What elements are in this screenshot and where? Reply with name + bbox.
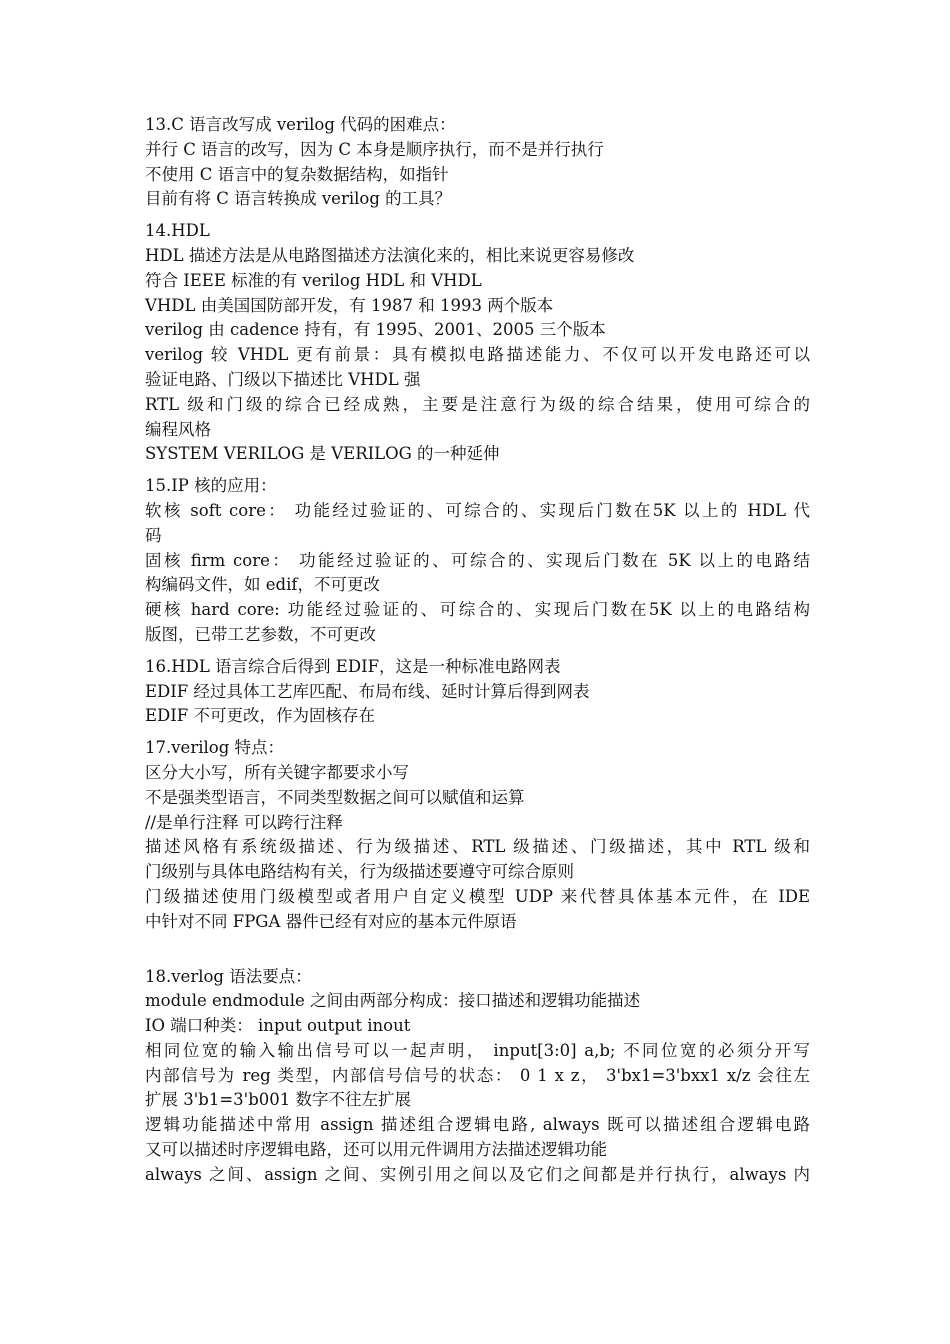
section-18-line: 逻辑功能描述中常用 assign 描述组合逻辑电路, always 既可以描述组合逻辑电路 xyxy=(145,1115,810,1135)
section-14-line: RTL 级和门级的综合已经成熟，主要是注意行为级的综合结果，使用可综合的 xyxy=(145,394,810,414)
section-18-line: IO 端口种类： input output inout xyxy=(145,1016,411,1036)
section-15 xyxy=(145,474,810,648)
section-14-line: VHDL 由美国国防部开发，有 1987 和 1993 两个版本 xyxy=(145,295,554,315)
section-14-line: 验证电路、门级以下描述比 VHDL 强 xyxy=(145,369,421,389)
section-18 xyxy=(145,965,810,1188)
section-15-line: 硬核 hard core: 功能经过验证的、可综合的、实现后门数在5K 以上的电路结构 xyxy=(145,600,810,620)
section-18-line: 相同位宽的输入输出信号可以一起声明， input[3:0] a,b; 不同位宽的必须分开写 xyxy=(145,1040,810,1060)
section-15-line: 固核 firm core： 功能经过验证的、可综合的、实现后门数在 5K 以上的电路结 xyxy=(145,550,810,570)
section-14 xyxy=(145,219,810,467)
section-16-heading: 16.HDL 语言综合后得到 EDIF，这是一种标准电路网表 xyxy=(145,656,561,676)
section-17-line: 中针对不同 FPGA 器件已经有对应的基本元件原语 xyxy=(145,911,517,931)
section-17-line: 门级描述使用门级模型或者用户自定义模型 UDP 来代替具体基本元件，在 IDE xyxy=(145,886,810,906)
document-body xyxy=(145,113,810,1188)
section-18-line: 又可以描述时序逻辑电路，还可以用元件调用方法描述逻辑功能 xyxy=(145,1140,607,1160)
section-17-line: 区分大小写，所有关键字都要求小写 xyxy=(145,762,409,782)
section-15-heading: 15.IP 核的应用： xyxy=(145,476,277,496)
section-16 xyxy=(145,655,810,729)
section-15-line: 构编码文件，如 edif，不可更改 xyxy=(145,575,380,595)
section-14-line: HDL 描述方法是从电路图描述方法演化来的，相比来说更容易修改 xyxy=(145,245,635,265)
section-18-line: always 之间、assign 之间、实例引用之间以及它们之间都是并行执行，always 内 xyxy=(145,1164,810,1184)
section-18-line: 内部信号为 reg 类型，内部信号信号的状态： 0 1 x z， 3'bx1=3'bxx1 x/z 会往左 xyxy=(145,1065,810,1085)
section-14-line: verilog 较 VHDL 更有前景：具有模拟电路描述能力、不仅可以开发电路还可以 xyxy=(145,345,810,365)
section-13-line: 并行 C 语言的改写，因为 C 本身是顺序执行，而不是并行执行 xyxy=(145,139,604,159)
section-14-line: SYSTEM VERILOG 是 VERILOG 的一种延伸 xyxy=(145,444,500,464)
section-14-line: verilog 由 cadence 持有，有 1995、2001、2005 三个版本 xyxy=(145,320,606,340)
section-18-heading: 18.verlog 语法要点： xyxy=(145,966,312,986)
section-13-line: 不使用 C 语言中的复杂数据结构，如指针 xyxy=(145,164,449,184)
section-15-line: 版图，已带工艺参数，不可更改 xyxy=(145,624,376,644)
section-14-line: 符合 IEEE 标准的有 verilog HDL 和 VHDL xyxy=(145,270,482,290)
section-15-line: 码 xyxy=(145,525,162,545)
section-13-line: 目前有将 C 语言转换成 verilog 的工具？ xyxy=(145,189,452,209)
section-14-heading: 14.HDL xyxy=(145,221,210,241)
section-17-line: 门级别与具体电路结构有关，行为级描述要遵守可综合原则 xyxy=(145,862,574,882)
section-17-line: //是单行注释 可以跨行注释 xyxy=(145,812,343,832)
section-13-heading: 13.C 语言改写成 verilog 代码的困难点： xyxy=(145,115,456,134)
section-18-line: module endmodule 之间由两部分构成：接口描述和逻辑功能描述 xyxy=(145,991,641,1011)
section-16-line: EDIF 不可更改，作为固核存在 xyxy=(145,706,375,726)
section-16-line: EDIF 经过具体工艺库匹配、布局布线、延时计算后得到网表 xyxy=(145,681,590,701)
section-18-line: 扩展 3'b1=3'b001 数字不往左扩展 xyxy=(145,1090,411,1110)
section-17-line: 不是强类型语言，不同类型数据之间可以赋值和运算 xyxy=(145,787,525,807)
section-17-line: 描述风格有系统级描述、行为级描述、RTL 级描述、门级描述，其中 RTL 级和 xyxy=(145,837,810,857)
section-17-heading: 17.verilog 特点： xyxy=(145,738,285,758)
section-13 xyxy=(145,113,810,212)
section-17 xyxy=(145,736,810,934)
section-14-line: 编程风格 xyxy=(145,419,211,439)
section-15-line: 软核 soft core： 功能经过验证的、可综合的、实现后门数在5K 以上的 HDL 代 xyxy=(145,500,810,520)
